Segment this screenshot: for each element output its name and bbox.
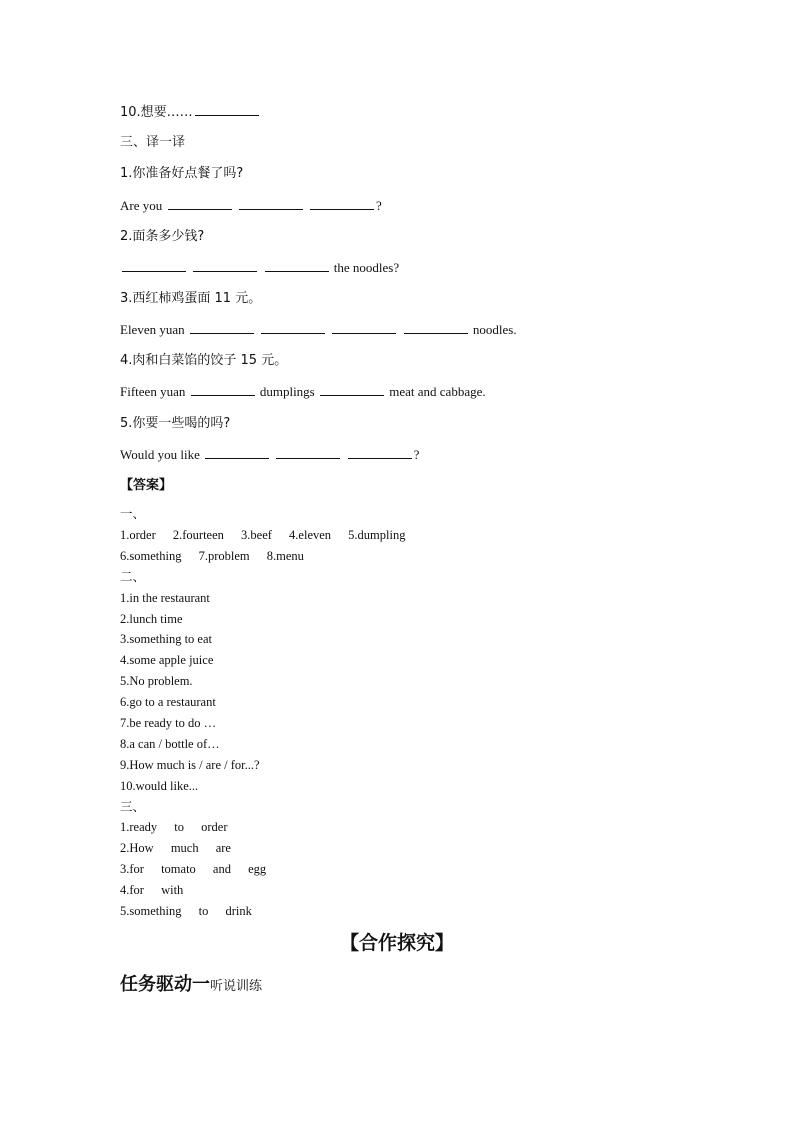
answer-blank[interactable]	[168, 198, 232, 210]
answers-sec1-line1: 1.order 2.fourteen 3.beef 4.eleven 5.dumpling	[120, 528, 406, 542]
list-item: 5.something to drink	[120, 904, 252, 918]
list-item: 8.a can / bottle of…	[120, 737, 220, 751]
translate-item-3-en: Eleven yuan noodles.	[120, 322, 517, 337]
answer-blank[interactable]	[332, 322, 396, 334]
cooperation-heading: 【合作探究】	[339, 932, 454, 954]
translate-item-5-en: Would you like ?	[120, 447, 420, 462]
answer-blank[interactable]	[320, 384, 384, 396]
translate-item-4-zh: 4.肉和白菜馅的饺子 15 元。	[120, 353, 288, 368]
list-item: 2.lunch time	[120, 612, 183, 626]
list-item: 4.for with	[120, 883, 184, 897]
translate-item-1-zh: 1.你准备好点餐了吗?	[120, 166, 244, 181]
answer-blank[interactable]	[261, 322, 325, 334]
translate-section-title: 三、译一译	[120, 135, 186, 150]
answers-sec3-label: 三、	[120, 799, 146, 814]
task-subtitle: 听说训练	[210, 979, 263, 994]
list-item: 4.some apple juice	[120, 653, 214, 667]
list-item: 2.How much are	[120, 841, 231, 855]
list-item: 3.for tomato and egg	[120, 862, 267, 876]
vocab-item-10-text: 10.想要……	[120, 105, 193, 120]
list-item: 3.something to eat	[120, 632, 212, 646]
vocab-item-10	[120, 104, 261, 121]
list-item: 1.ready to order	[120, 820, 228, 834]
answer-blank[interactable]	[122, 260, 186, 272]
list-item: 6.go to a restaurant	[120, 695, 216, 709]
translate-item-2-en: the noodles?	[120, 260, 399, 276]
answer-blank[interactable]	[239, 198, 303, 210]
task-title: 任务驱动一	[120, 974, 210, 995]
answers-title: 【答案】	[120, 478, 173, 493]
translate-item-5-zh: 5.你要一些喝的吗?	[120, 416, 231, 431]
list-item: 7.be ready to do …	[120, 716, 217, 730]
list-item: 5.No problem.	[120, 674, 193, 688]
answer-blank[interactable]	[193, 260, 257, 272]
list-item: 9.How much is / are / for...?	[120, 758, 260, 772]
answer-blank[interactable]	[348, 447, 412, 459]
translate-item-4-en: Fifteen yuan dumplings meat and cabbage.	[120, 384, 486, 399]
translate-item-3-zh: 3.西红柿鸡蛋面 11 元。	[120, 291, 262, 306]
answers-sec1-line2: 6.something 7.problem 8.menu	[120, 549, 304, 563]
list-item: 1.in the restaurant	[120, 591, 210, 605]
answer-blank[interactable]	[265, 260, 329, 272]
answer-blank[interactable]	[276, 447, 340, 459]
answers-sec1-label: 一、	[120, 506, 146, 521]
translate-item-2-zh: 2.面条多少钱?	[120, 229, 205, 244]
answer-blank[interactable]	[310, 198, 374, 210]
answer-blank[interactable]	[195, 104, 259, 116]
answer-blank[interactable]	[190, 322, 254, 334]
answer-blank[interactable]	[205, 447, 269, 459]
answer-blank[interactable]	[404, 322, 468, 334]
answers-sec2-label: 二、	[120, 569, 146, 584]
translate-item-1-en: Are you ?	[120, 198, 382, 213]
task-heading	[120, 970, 262, 996]
list-item: 10.would like...	[120, 779, 199, 793]
answer-blank[interactable]	[191, 384, 255, 396]
